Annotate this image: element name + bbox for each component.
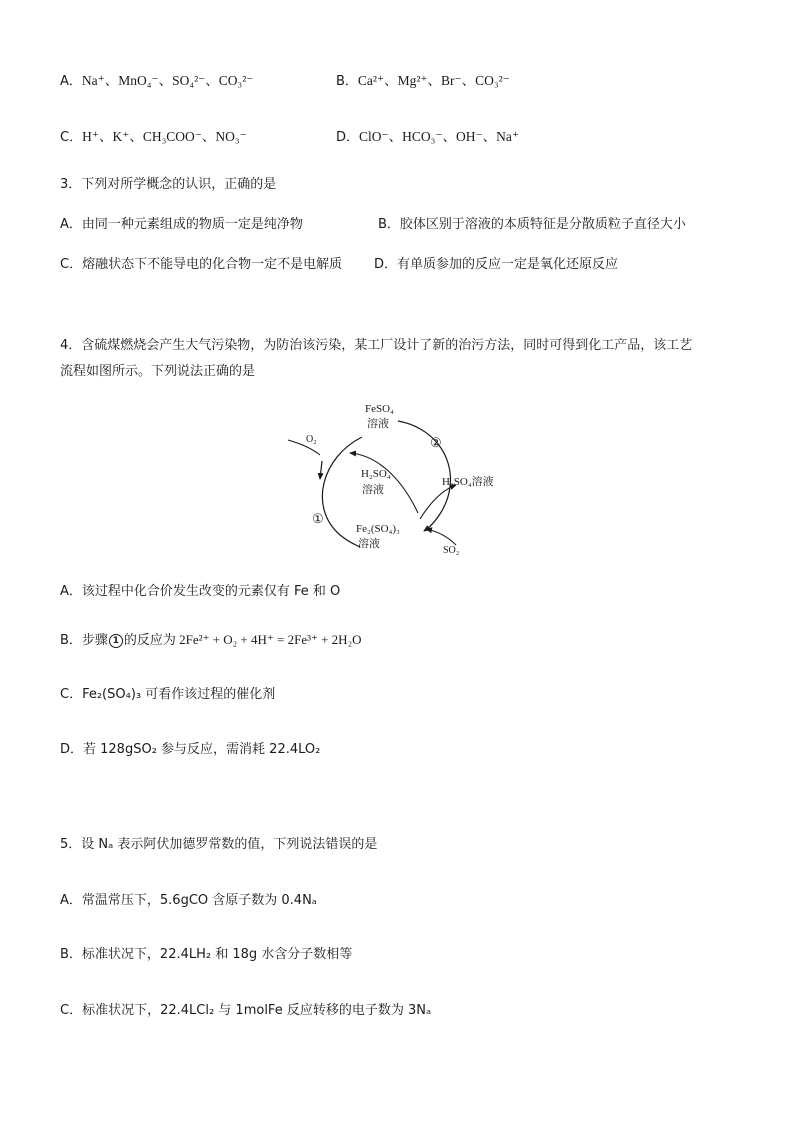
q2-option-b-label: B． bbox=[336, 74, 358, 89]
q3-option-d: D．有单质参加的反应一定是氧化还原反应 bbox=[374, 257, 619, 272]
q2-option-d-label: D． bbox=[336, 130, 360, 145]
q2-option-a-label: A． bbox=[60, 74, 82, 89]
q2-option-c bbox=[60, 128, 247, 147]
q3-option-a: A．由同一种元素组成的物质一定是纯净物 bbox=[60, 217, 303, 232]
q5-option-a: A．常温常压下，5.6gCO 含原子数为 0.4Nₐ bbox=[60, 893, 317, 908]
q4-option-d: D．若 128gSO₂ 参与反应，需消耗 22.4LO₂ bbox=[60, 742, 321, 757]
process-cycle-diagram bbox=[270, 395, 520, 565]
q5-option-b: B．标准状况下，22.4LH₂ 和 18g 水含分子数相等 bbox=[60, 947, 353, 962]
label-step1: ① bbox=[312, 511, 324, 526]
label-o2: O₂ bbox=[306, 434, 317, 445]
q3-option-c: C．熔融状态下不能导电的化合物一定不是电解质 bbox=[60, 257, 343, 272]
cycle-arrow-down bbox=[320, 461, 322, 479]
h2so4-inner-arrow bbox=[350, 453, 418, 513]
label-fe2so43: Fe₂(SO₄)₃ bbox=[356, 523, 400, 535]
step-one-circle-icon: 1 bbox=[109, 634, 123, 648]
label-fe2so43-sol: 溶液 bbox=[358, 537, 380, 550]
q4-option-c: C．Fe₂(SO₄)₃ 可看作该过程的催化剂 bbox=[60, 687, 276, 702]
q5-option-c: C．标准状况下，22.4LCl₂ 与 1molFe 反应转移的电子数为 3Nₐ bbox=[60, 1003, 432, 1018]
h2so4-right-arrow bbox=[420, 485, 456, 519]
label-feso4-sol: 溶液 bbox=[367, 417, 389, 430]
q2-option-c-label: C． bbox=[60, 130, 83, 145]
q2-option-b bbox=[336, 72, 510, 91]
label-h2so4-right: H₂SO₄溶液 bbox=[442, 476, 494, 488]
q5-stem: 5．设 Nₐ 表示阿伏加德罗常数的值，下列说法错误的是 bbox=[60, 837, 378, 852]
q2-option-d-text: ClO⁻、HCO₃⁻、OH⁻、Na⁺ bbox=[359, 129, 519, 144]
q4-stem-line2: 流程如图所示。下列说法正确的是 bbox=[60, 364, 256, 379]
label-so2: SO₂ bbox=[443, 545, 460, 556]
label-step2: ② bbox=[430, 435, 442, 450]
q4-option-b-text: 的反应为 2Fe²⁺ + O₂ + 4H⁺ = 2Fe³⁺ + 2H₂O bbox=[123, 632, 362, 647]
q4-option-a: A．该过程中化合价发生改变的元素仅有 Fe 和 O bbox=[60, 584, 341, 599]
q2-option-c-text: H⁺、K⁺、CH₃COO⁻、NO₃⁻ bbox=[82, 129, 247, 144]
q2-option-a bbox=[60, 72, 253, 91]
q3-stem: 3．下列对所学概念的认识，正确的是 bbox=[60, 177, 277, 192]
q4-option-b bbox=[60, 631, 362, 650]
q2-option-d bbox=[336, 128, 519, 147]
q3-option-b: B．胶体区别于溶液的本质特征是分散质粒子直径大小 bbox=[378, 217, 686, 232]
label-h2so4-inner-sol: 溶液 bbox=[362, 483, 384, 496]
q2-option-b-text: Ca²⁺、Mg²⁺、Br⁻、CO₃²⁻ bbox=[357, 73, 510, 88]
q4-stem-line1: 4．含硫煤燃烧会产生大气污染物，为防治该污染，某工厂设计了新的治污方法，同时可得到化工产品，该工艺 bbox=[60, 338, 693, 353]
q4-option-b-label: B．步骤 bbox=[60, 633, 108, 648]
so2-arrow bbox=[426, 529, 456, 545]
q2-option-a-text: Na⁺、MnO₄⁻、SO₄²⁻、CO₃²⁻ bbox=[81, 73, 254, 88]
label-feso4: FeSO₄ bbox=[365, 403, 394, 415]
label-h2so4-inner: H₂SO₄ bbox=[361, 468, 391, 480]
